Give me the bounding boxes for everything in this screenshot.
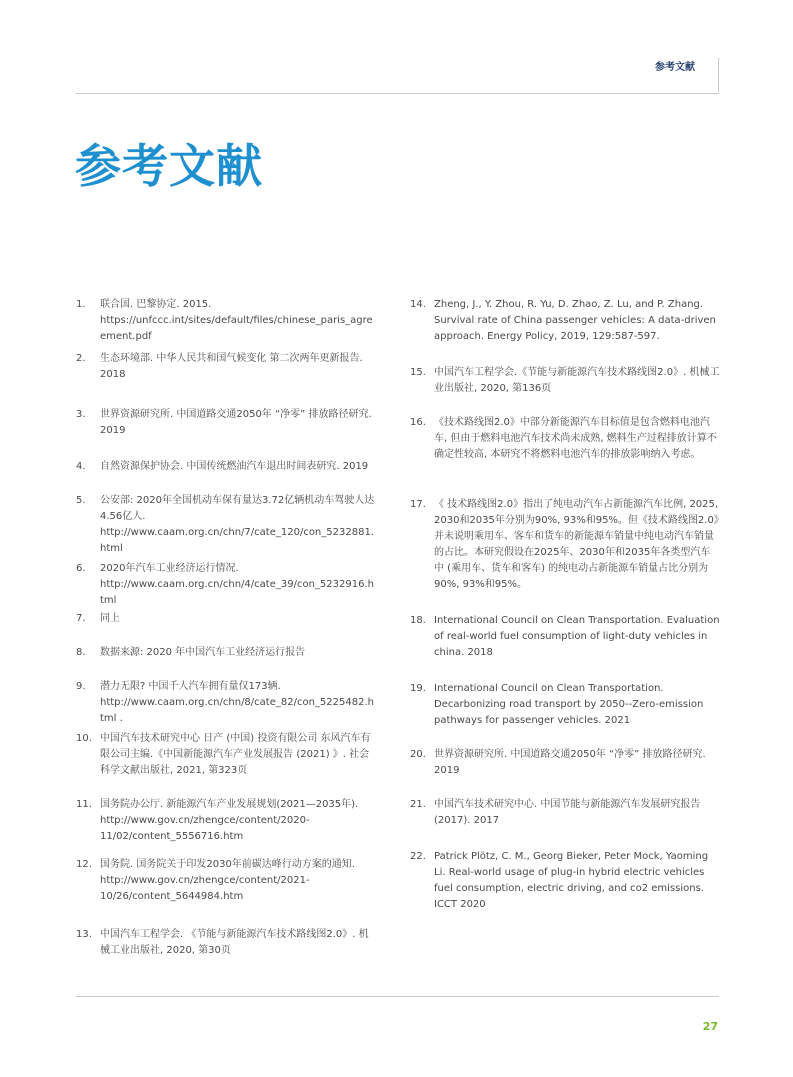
reference-text: 《技术路线图2.0》中部分新能源汽车目标值是包含燃料电池汽车, 但由于燃料电池汽车技术尚未成熟, 燃料生产过程排放计算不确定性较高, 本研究不将燃料电池汽车的排放影响纳入考虑。	[434, 417, 717, 460]
reference-item	[410, 797, 720, 849]
reference-number: 1.	[76, 299, 86, 310]
reference-item	[76, 297, 376, 351]
reference-number: 7.	[76, 613, 86, 624]
reference-item	[76, 493, 376, 561]
reference-text: 公安部: 2020年全国机动车保有量达3.72亿辆机动车驾驶人达4.56亿人. http://www.caam.org.cn/chn/7/cate_120/con_5232881.html	[100, 495, 375, 554]
reference-text: 中国汽车工程学会.《节能与新能源汽车技术路线图2.0》. 机械工业出版社, 2020, 第136页	[434, 367, 720, 394]
reference-item	[410, 681, 720, 747]
reference-item	[76, 927, 376, 963]
reference-item	[410, 497, 720, 613]
reference-item	[410, 849, 720, 915]
reference-number: 20.	[410, 749, 426, 760]
reference-text: 中国汽车工程学会. 《节能与新能源汽车技术路线图2.0》. 机械工业出版社, 2020, 第30页	[100, 929, 369, 956]
reference-number: 6.	[76, 563, 86, 574]
reference-item	[410, 613, 720, 681]
reference-number: 2.	[76, 353, 86, 364]
reference-item	[410, 747, 720, 797]
reference-number: 4.	[76, 461, 86, 472]
reference-item	[76, 731, 376, 797]
reference-item	[76, 645, 376, 679]
reference-text: 同上	[100, 613, 120, 624]
reference-item	[410, 297, 720, 365]
reference-number: 21.	[410, 799, 426, 810]
reference-item	[76, 561, 376, 611]
reference-number: 15.	[410, 367, 426, 378]
reference-item	[76, 857, 376, 927]
page-number: 27	[702, 1020, 718, 1033]
reference-number: 12.	[76, 859, 92, 870]
reference-text: 世界资源研究所. 中国道路交通2050年 “净零” 排放路径研究. 2019	[100, 409, 372, 436]
reference-number: 18.	[410, 615, 426, 626]
reference-number: 9.	[76, 681, 86, 692]
header-rule	[76, 93, 719, 94]
reference-text: 数据来源: 2020 年中国汽车工业经济运行报告	[100, 647, 306, 658]
reference-number: 3.	[76, 409, 86, 420]
reference-text: 《 技术路线图2.0》指出了纯电动汽车占新能源汽车比例, 2025, 2030和2035年分别为90%, 93%和95%。但《技术路线图2.0》并未说明乘用车、客车和货车的新能源车销量中纯电动汽车销量的占比。本研究假设在2025年、2030年和2035年各类型汽车中 (乘用车、货车和客车) 的纯电动占新能源车销量占比分别为90%, 93%和95%。	[434, 499, 719, 590]
reference-item	[76, 351, 376, 407]
reference-text: 世界资源研究所. 中国道路交通2050年 “净零” 排放路径研究. 2019	[434, 749, 706, 776]
reference-number: 16.	[410, 417, 426, 428]
reference-number: 13.	[76, 929, 92, 940]
header-section-label: 参考文献	[655, 62, 695, 73]
page-title: 参考文献	[75, 139, 263, 193]
reference-number: 11.	[76, 799, 92, 810]
reference-number: 10.	[76, 733, 92, 744]
reference-item	[76, 679, 376, 731]
reference-text: 自然资源保护协会. 中国传统燃油汽车退出时间表研究. 2019	[100, 461, 369, 472]
reference-number: 5.	[76, 495, 86, 506]
reference-text: International Council on Clean Transportation. Evaluation of real-world fuel consumption of light-duty vehicles in china. 2018	[434, 615, 720, 658]
reference-item	[76, 797, 376, 857]
header-divider-vertical	[718, 58, 719, 92]
footer-rule	[76, 996, 719, 997]
reference-number: 14.	[410, 299, 426, 310]
reference-text: 国务院办公厅. 新能源汽车产业发展规划(2021—2035年). http://www.gov.cn/zhengce/content/2020-11/02/content_5556716.htm	[100, 799, 359, 842]
references-left-column	[76, 297, 376, 963]
reference-text: Patrick Plötz, C. M., Georg Bieker, Peter Mock, Yaoming Li. Real-world usage of plug-in hybrid electric vehicles fuel consumption, electric driving, and co2 emissions. ICCT 2020	[434, 851, 709, 910]
reference-item	[76, 459, 376, 493]
reference-item	[76, 611, 376, 645]
reference-text: International Council on Clean Transportation. Decarbonizing road transport by 2050--Zero-emission pathways for passenger vehicles. 2021	[434, 683, 704, 726]
reference-text: 联合国. 巴黎协定. 2015. https://unfccc.int/sites/default/files/chinese_paris_agreement.pdf	[100, 299, 373, 342]
reference-item	[76, 407, 376, 459]
reference-text: Zheng, J., Y. Zhou, R. Yu, D. Zhao, Z. Lu, and P. Zhang. Survival rate of China passenger vehicles: A data-driven approach. Energy Policy, 2019, 129:587-597.	[434, 299, 716, 342]
reference-item	[410, 415, 720, 497]
reference-number: 8.	[76, 647, 86, 658]
reference-text: 中国汽车技术研究中心 日产 (中国) 投资有限公司 东风汽车有限公司主编.《中国新能源汽车产业发展报告 (2021) 》. 社会科学文献出版社, 2021, 第323页	[100, 733, 371, 776]
reference-text: 2020年汽车工业经济运行情况. http://www.caam.org.cn/chn/4/cate_39/con_5232916.html	[100, 563, 374, 606]
reference-text: 国务院. 国务院关于印发2030年前碳达峰行动方案的通知. http://www.gov.cn/zhengce/content/2021-10/26/content_5644984.htm	[100, 859, 355, 902]
reference-number: 22.	[410, 851, 426, 862]
reference-number: 19.	[410, 683, 426, 694]
reference-number: 17.	[410, 499, 426, 510]
reference-text: 中国汽车技术研究中心. 中国节能与新能源汽车发展研究报告 (2017). 2017	[434, 799, 701, 826]
reference-text: 潜力无限? 中国千人汽车拥有量仅173辆. http://www.caam.org.cn/chn/8/cate_82/con_5225482.html .	[100, 681, 374, 724]
reference-text: 生态环境部. 中华人民共和国气候变化 第二次两年更新报告. 2018	[100, 353, 363, 380]
reference-item	[410, 365, 720, 415]
references-right-column	[410, 297, 720, 915]
